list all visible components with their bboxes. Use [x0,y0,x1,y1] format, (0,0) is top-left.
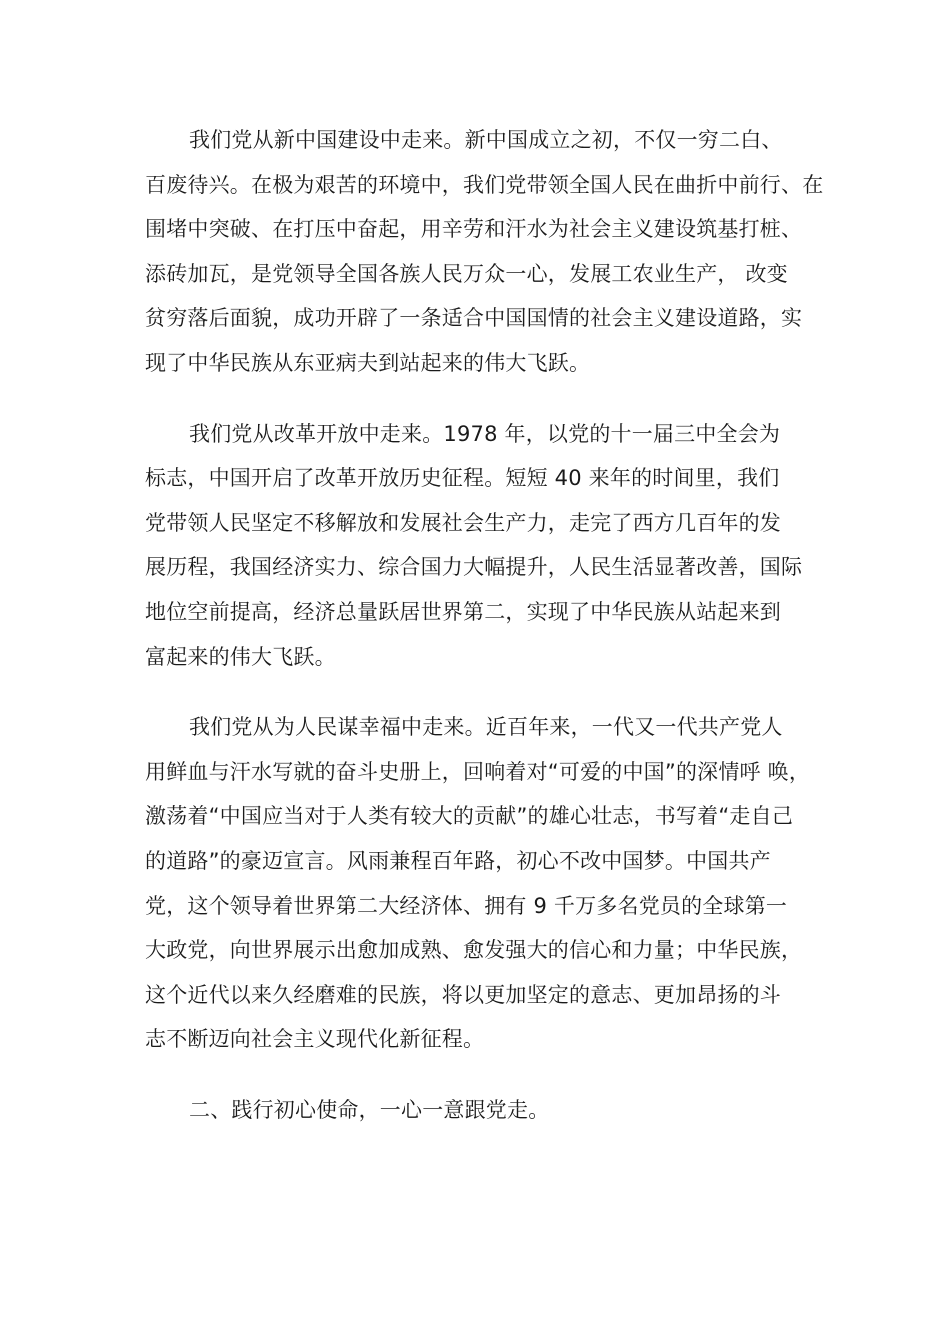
text-line: 富起来的伟大飞跃。 [145,644,336,669]
document-body [145,118,824,1132]
text-line: 的道路”的豪迈宣言。风雨兼程百年路，初心不改中国梦。中国共产 [145,848,771,873]
text-line: 百废待兴。在极为艰苦的环境中，我们党带领全国人民在曲折中前行、在 [145,172,824,197]
text-line: 党带领人民坚定不移解放和发展社会生产力，走完了西方几百年的发 [145,510,781,535]
text-line: 我们党从改革开放中走来。1978 年，以党的十一届三中全会为 [189,421,781,446]
section-heading-text: 二、践行初心使命，一心一意跟党走。 [189,1097,550,1122]
paragraph-new-china-construction [145,118,824,386]
text-line: 贫穷落后面貌，成功开辟了一条适合中国国情的社会主义建设道路，实 [145,306,803,331]
text-line: 激荡着“中国应当对于人类有较大的贡献”的雄心壮志，书写着“走自己 [145,804,794,829]
text-line: 志不断迈向社会主义现代化新征程。 [145,1027,485,1052]
text-line: 标志，中国开启了改革开放历史征程。短短 40 来年的时间里，我们 [145,466,780,491]
text-line: 我们党从新中国建设中走来。新中国成立之初，不仅一穷二白、 [189,128,783,152]
text-line: 展历程，我国经济实力、综合国力大幅提升，人民生活显著改善，国际 [145,555,803,580]
paragraph-people-happiness [145,705,817,1062]
section-heading-two [145,1088,817,1133]
text-line: 党，这个领导着世界第二大经济体、拥有 9 千万多名党员的全球第一 [145,893,788,918]
text-line: 这个近代以来久经磨难的民族，将以更加坚定的意志、更加昂扬的斗 [145,982,781,1007]
text-line: 用鲜血与汗水写就的奋斗史册上，回响着对“可爱的中国”的深情呼 唤， [145,759,811,784]
text-line: 围堵中突破、在打压中奋起，用辛劳和汗水为社会主义建设筑基打桩、 [145,217,803,242]
text-line: 大政党，向世界展示出愈加成熟、愈发强大的信心和力量；中华民族， [145,938,803,963]
paragraph-gap [145,1062,817,1088]
paragraph-gap [145,386,817,412]
text-line: 添砖加瓦，是党领导全国各族人民万众一心，发展工农业生产， 改变 [145,261,788,286]
text-line: 我们党从为人民谋幸福中走来。近百年来，一代又一代共产党人 [189,715,783,740]
text-line: 现了中华民族从东亚病夫到站起来的伟大飞跃。 [145,350,591,375]
text-line: 地位空前提高，经济总量跃居世界第二，实现了中华民族从站起来到 [145,599,781,624]
paragraph-reform-opening [145,412,817,680]
paragraph-gap [145,679,817,705]
